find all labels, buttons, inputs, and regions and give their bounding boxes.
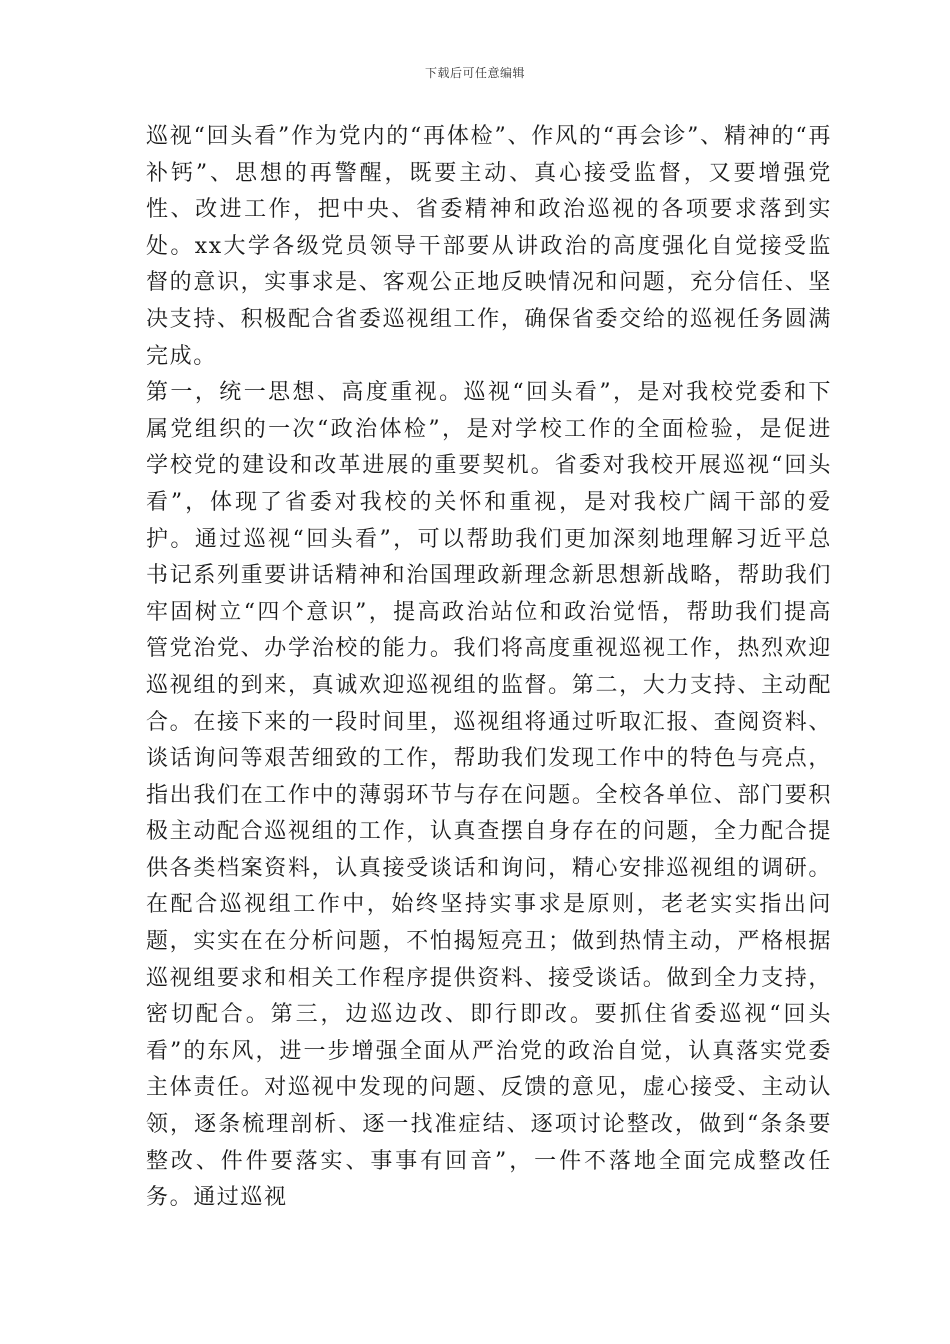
document-body bbox=[146, 119, 832, 1217]
page-header: 下载后可任意编辑 bbox=[424, 66, 525, 80]
paragraph-main: 第一，统一思想、高度重视。巡视“回头看”，是对我校党委和下属党组织的一次“政治体检”，是对学校工作的全面检验，是促进学校党的建设和改革进展的重要契机。省委对我校开展巡视“回头看”，体现了省委对我校的关怀和重视，是对我校广阔干部的爱护。通过巡视“回头看”，可以帮助我们更加深刻地理解习近平总书记系列重要讲话精神和治国理政新理念新思想新战略，帮助我们牢固树立“四个意识”，提高政治站位和政治觉悟，帮助我们提高管党治党、办学治校的能力。我们将高度重视巡视工作，热烈欢迎巡视组的到来，真诚欢迎巡视组的监督。第二，大力支持、主动配合。在接下来的一段时间里，巡视组将通过听取汇报、查阅资料、谈话询问等艰苦细致的工作，帮助我们发现工作中的特色与亮点，指出我们在工作中的薄弱环节与存在问题。全校各单位、部门要积极主动配合巡视组的工作，认真查摆自身存在的问题，全力配合提供各类档案资料，认真接受谈话和询问，精心安排巡视组的调研。在配合巡视组工作中，始终坚持实事求是原则，老老实实指出问题，实实在在分析问题，不怕揭短亮丑；做到热情主动，严格根据巡视组要求和相关工作程序提供资料、接受谈话。做到全力支持，密切配合。第三，边巡边改、即行即改。要抓住省委巡视“回头看”的东风，进一步增强全面从严治党的政治自觉，认真落实党委主体责任。对巡视中发现的问题、反馈的意见，虚心接受、主动认领，逐条梳理剖析、逐一找准症结、逐项讨论整改，做到“条条要整改、件件要落实、事事有回音”，一件不落地全面完成整改任务。通过巡视 bbox=[146, 380, 832, 1211]
paragraph-intro: 巡视“回头看”作为党内的“再体检”、作风的“再会诊”、精神的“再补钙”、思想的再警醒，既要主动、真心接受监督，又要增强党性、改进工作，把中央、省委精神和政治巡视的各项要求落到实处。xx大学各级党员领导干部要从讲政治的高度强化自觉接受监督的意识，实事求是、客观公正地反映情况和问题，充分信任、坚决支持、积极配合省委巡视组工作，确保省委交给的巡视任务圆满完成。 bbox=[146, 124, 832, 369]
